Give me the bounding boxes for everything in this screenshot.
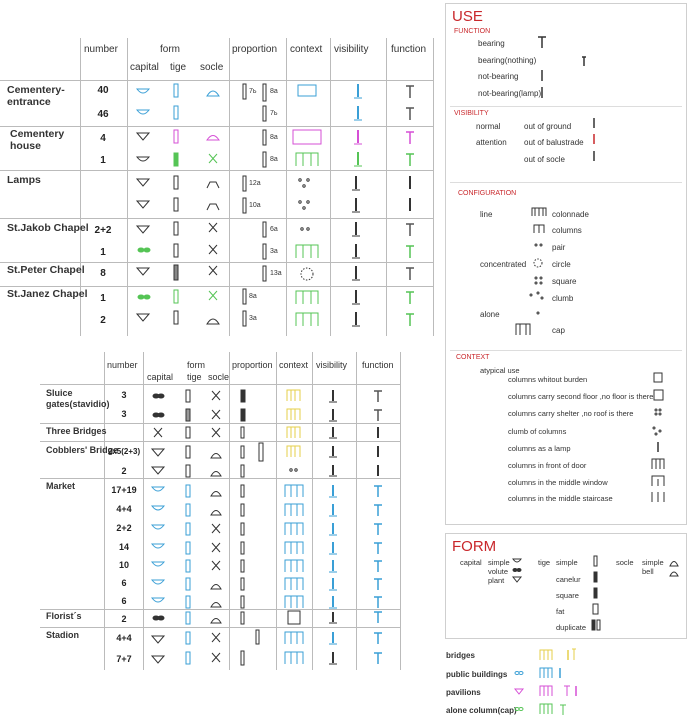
group-name: St.Peter Chapel: [7, 264, 85, 276]
context-item: columns in front of door: [508, 461, 587, 470]
socle-item: bell: [642, 567, 654, 576]
function-item: not-bearing: [478, 72, 519, 81]
capital-mark: [152, 562, 164, 566]
proportion-label: 10a: [249, 202, 261, 209]
socle-mark: [211, 511, 221, 516]
context-mark: [285, 542, 303, 554]
tige-item: canelur: [556, 575, 581, 584]
context-item: columns carry shelter ,no roof is there: [508, 409, 634, 418]
function-mark: [374, 597, 382, 608]
proportion-mark: [241, 504, 244, 516]
row-number: 2+2: [94, 225, 112, 236]
row-number: 10: [118, 560, 129, 570]
form-title: FORM: [452, 538, 497, 555]
header-function: function: [362, 360, 394, 370]
row-number: 4: [100, 133, 106, 144]
config-concentrated: concentrated: [480, 260, 527, 269]
use-title: USE: [452, 8, 483, 25]
proportion-mark: [241, 578, 244, 590]
configuration-title: CONFIGURATION: [458, 190, 517, 197]
visibility-item: out of socle: [524, 155, 565, 164]
visibility-normal: normal: [476, 122, 501, 131]
tige-item: duplicate: [556, 623, 587, 632]
header-context: context: [290, 44, 323, 55]
capital-item: volute: [488, 567, 509, 576]
config-item: pair: [552, 243, 566, 252]
row-number: 4+4: [116, 504, 132, 514]
config-item: cap: [552, 326, 565, 335]
config-item: circle: [552, 260, 571, 269]
proportion-label: 3a: [249, 315, 257, 322]
group-name: Stadion: [46, 630, 79, 640]
socle-mark: [212, 561, 220, 570]
form-socle: socle: [616, 558, 634, 567]
proportion-label: 8a: [270, 88, 278, 95]
tige-item: simple: [556, 558, 578, 567]
visibility-item: out of balustrade: [524, 138, 584, 147]
function-title: FUNCTION: [454, 28, 491, 35]
context-item: columns in the middle staircase: [508, 494, 613, 503]
socle-mark: [211, 603, 221, 608]
tige-mark: [186, 596, 190, 608]
legend-symbols: [510, 645, 590, 719]
capital-mark: [152, 506, 164, 510]
header-context: context: [279, 360, 309, 370]
function-mark: [374, 543, 382, 554]
proportion-label: 8a: [249, 293, 257, 300]
legend-item: pavilions: [446, 688, 481, 697]
proportion-label: 3a: [270, 248, 278, 255]
row-number: 1: [100, 293, 106, 304]
row-number: 4+4: [116, 633, 132, 643]
header-proportion: proportion: [232, 44, 278, 55]
visibility-attention: attention: [476, 138, 507, 147]
row-number: 2x5(2+3): [107, 447, 141, 456]
row-number: 2+2: [116, 523, 132, 533]
visibility-title: VISIBILITY: [454, 110, 489, 117]
proportion-mark: [241, 542, 244, 554]
row-number: 6: [121, 578, 127, 588]
tige-mark: [186, 504, 190, 516]
header-tige: tige: [170, 62, 187, 73]
context-item: columns in the middle window: [508, 478, 608, 487]
header-function: function: [391, 44, 427, 55]
function-mark: [374, 486, 382, 497]
tige-mark: [186, 523, 190, 535]
function-mark: [374, 505, 382, 516]
proportion-label: 8a: [270, 156, 278, 163]
row-number: 46: [97, 109, 109, 120]
header-form: form: [187, 360, 205, 370]
row-number: 6: [121, 596, 127, 606]
capital-item: simple: [488, 558, 510, 567]
form-panel: [445, 533, 687, 639]
visibility-item: out of ground: [524, 122, 572, 131]
capital-mark: [152, 525, 164, 529]
socle-mark: [212, 543, 220, 552]
proportion-label: 7ь: [270, 110, 278, 117]
row-number: 17+19: [111, 485, 137, 495]
capital-mark: [152, 598, 164, 602]
context-mark: [285, 523, 303, 535]
config-item: colonnade: [552, 210, 589, 219]
row-number: 1: [100, 155, 106, 166]
proportion-label: 13a: [270, 270, 282, 277]
row-number: 2: [121, 614, 127, 624]
group-name: Cementery-entrance: [7, 84, 65, 108]
proportion-mark: [241, 560, 244, 572]
function-mark: [374, 524, 382, 535]
row-number: 40: [97, 85, 109, 96]
socle-mark: [211, 492, 221, 497]
config-alone: alone: [480, 310, 500, 319]
row-number: 2: [121, 466, 127, 476]
tige-item: fat: [556, 607, 565, 616]
tige-mark: [186, 578, 190, 590]
legend-item: alone column(cap): [446, 706, 517, 715]
row-number: 8: [100, 268, 106, 279]
group-name: Florist´s: [46, 611, 82, 621]
config-line: line: [480, 210, 493, 219]
header-tige: tige: [187, 372, 202, 382]
socle-mark: [212, 524, 220, 533]
config-item: clumb: [552, 294, 574, 303]
header-socle: socle: [200, 62, 224, 73]
config-item: columns: [552, 226, 582, 235]
proportion-label: 8a: [270, 134, 278, 141]
header-number: number: [84, 44, 118, 55]
form-capital: capital: [460, 558, 482, 567]
context-item: columns carry second floor ,no floor is there: [508, 392, 654, 401]
legend-item: public buildings: [446, 670, 508, 679]
use-panel: [445, 3, 687, 525]
function-item: not-bearing(lamp): [478, 89, 542, 98]
capital-item: plant: [488, 576, 505, 585]
row-number: 14: [118, 542, 129, 552]
context-item: columns as a lamp: [508, 444, 571, 453]
context-atypical: atypical use: [480, 366, 520, 375]
header-capital: capital: [130, 62, 159, 73]
row-number: 2: [100, 315, 106, 326]
context-mark: [285, 485, 303, 497]
form-tige: tige: [538, 558, 551, 567]
context-item: columns whitout burden: [508, 375, 588, 384]
header-proportion: proportion: [232, 360, 273, 370]
proportion-mark: [241, 596, 244, 608]
function-item: bearing: [478, 39, 505, 48]
context-item: clumb of columns: [508, 427, 567, 436]
group-name: Cementery house: [10, 128, 65, 152]
config-item: square: [552, 277, 577, 286]
header-number: number: [107, 360, 138, 370]
capital-mark: [152, 544, 164, 548]
function-item: bearing(nothing): [478, 56, 537, 65]
group-name: St.Janez Chapel: [7, 288, 88, 300]
group-name: Market: [46, 481, 76, 491]
form-symbols: [446, 534, 686, 638]
context-title: CONTEXT: [456, 354, 490, 361]
context-mark: [285, 504, 303, 516]
header-capital: capital: [147, 372, 174, 382]
tige-mark: [186, 542, 190, 554]
capital-mark: [152, 487, 164, 491]
legend-item: bridges: [446, 651, 475, 660]
proportion-label: 6a: [270, 226, 278, 233]
context-mark: [285, 560, 303, 572]
row-number: 7+7: [116, 654, 132, 664]
socle-mark: [211, 585, 221, 590]
proportion-label: 12a: [249, 180, 261, 187]
group-name: Three Bridges: [46, 426, 107, 436]
context-mark: [285, 596, 303, 608]
header-form: form: [160, 44, 180, 55]
row-number: 1: [100, 247, 106, 258]
tige-item: square: [556, 591, 579, 600]
context-mark: [285, 578, 303, 590]
group-name: Sluice gates(stavidio): [46, 388, 110, 409]
tige-mark: [186, 485, 190, 497]
tige-mark: [186, 560, 190, 572]
group-name: Lamps: [7, 174, 41, 186]
header-visibility: visibility: [334, 44, 369, 55]
use-symbols: [446, 4, 686, 524]
proportion-mark: [241, 523, 244, 535]
proportion-label: 7ь: [249, 88, 257, 95]
row-number: 3: [121, 409, 127, 419]
proportion-mark: [241, 485, 244, 497]
header-socle: socle: [208, 372, 230, 382]
function-mark: [374, 579, 382, 590]
capital-mark: [152, 580, 164, 584]
group-name: St.Jakob Chapel: [7, 222, 89, 234]
group-name: Cobblers' Bridge: [46, 445, 119, 455]
row-number: 3: [121, 390, 127, 400]
function-mark: [374, 561, 382, 572]
socle-item: simple: [642, 558, 664, 567]
header-visibility: visibility: [316, 360, 348, 370]
